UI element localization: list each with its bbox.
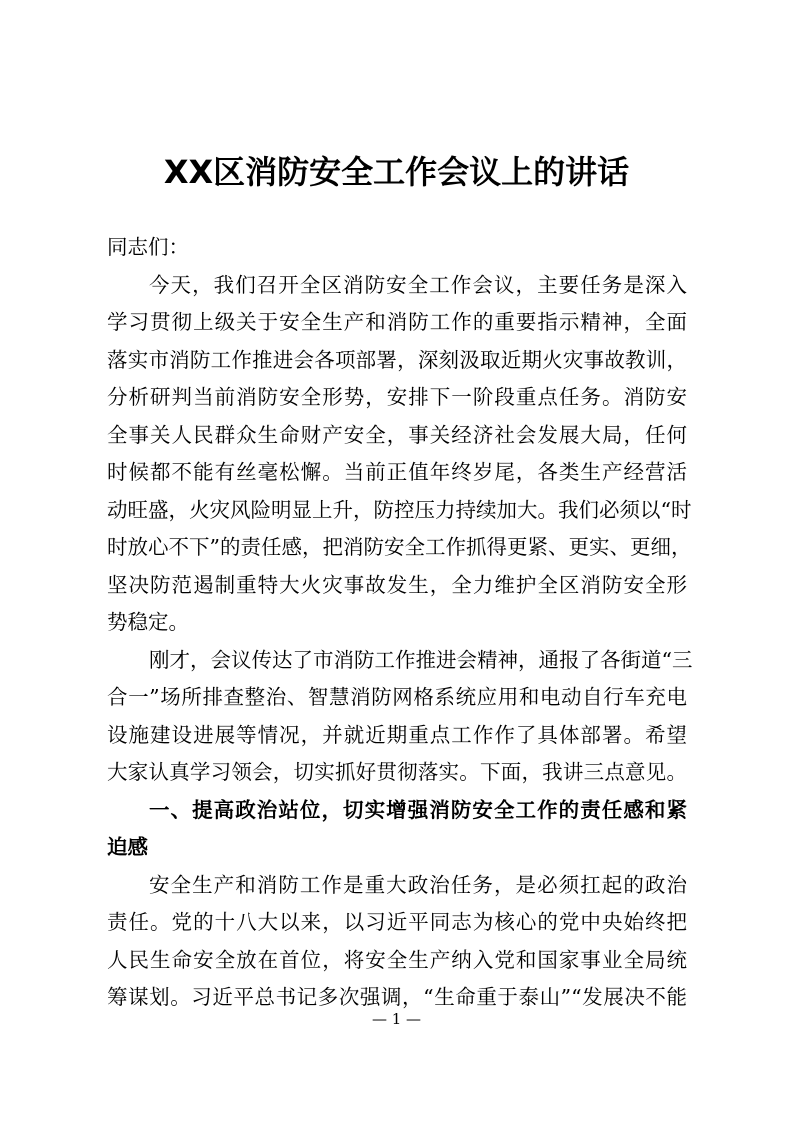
text-line: 动旺盛，火灾风险明显上升，防控压力持续加大。我们必须以“时 [107,497,692,522]
text-line: 落实市消防工作推进会各项部署，深刻汲取近期火灾事故教训， [107,347,687,372]
paragraph [107,642,693,792]
text-line: 迫感 [107,835,148,859]
text-line: 时候都不能有丝毫松懈。当前正值年终岁尾，各类生产经营活 [107,460,687,484]
paragraph [107,267,692,642]
text-line: 一、提高政治站位，切实增强消防安全工作的责任感和紧 [149,797,687,822]
text-line: 合一”场所排查整治、智慧消防网格系统应用和电动自行车充电 [107,685,687,709]
paragraphs [107,267,693,1017]
text-line: 坚决防范遏制重特大火灾事故发生，全力维护全区消防安全形 [107,572,687,597]
text-line: 大家认真学习领会，切实抓好贯彻落实。下面，我讲三点意见。 [107,760,687,784]
text-line: 今天，我们召开全区消防安全工作会议，主要任务是深入 [149,272,687,297]
paragraph [107,867,687,1017]
text-line: 筹谋划。习近平总书记多次强调，“生命重于泰山”“发展决不能 [107,985,687,1009]
text-line: 时放心不下”的责任感，把消防安全工作抓得更紧、更实、更细， [107,535,692,559]
text-line: 安全生产和消防工作是重大政治任务，是必须扛起的政治 [149,872,687,897]
text-line: 设施建设进展等情况，并就近期重点工作作了具体部署。希望 [107,722,687,747]
text-line: 分析研判当前消防安全形势，安排下一阶段重点任务。消防安 [107,385,687,409]
section-heading [107,792,687,867]
text-line: 全事关人民群众生命财产安全，事关经济社会发展大局，任何 [107,422,687,447]
text-line: 学习贯彻上级关于安全生产和消防工作的重要指示精神，全面 [107,310,687,334]
page-number: — 1 — [371,1010,422,1028]
text-line: 人民生命安全放在首位，将安全生产纳入党和国家事业全局统 [107,947,687,972]
text-line: 刚才，会议传达了市消防工作推进会精神，通报了各街道“三 [149,647,693,672]
text-line: 责任。党的十八大以来，以习近平同志为核心的党中央始终把 [107,910,687,934]
text-line: 势稳定。 [107,610,189,634]
document-body [107,229,693,1017]
document-title: XX区消防安全工作会议上的讲话 [163,153,630,191]
salutation: 同志们： [107,235,189,259]
